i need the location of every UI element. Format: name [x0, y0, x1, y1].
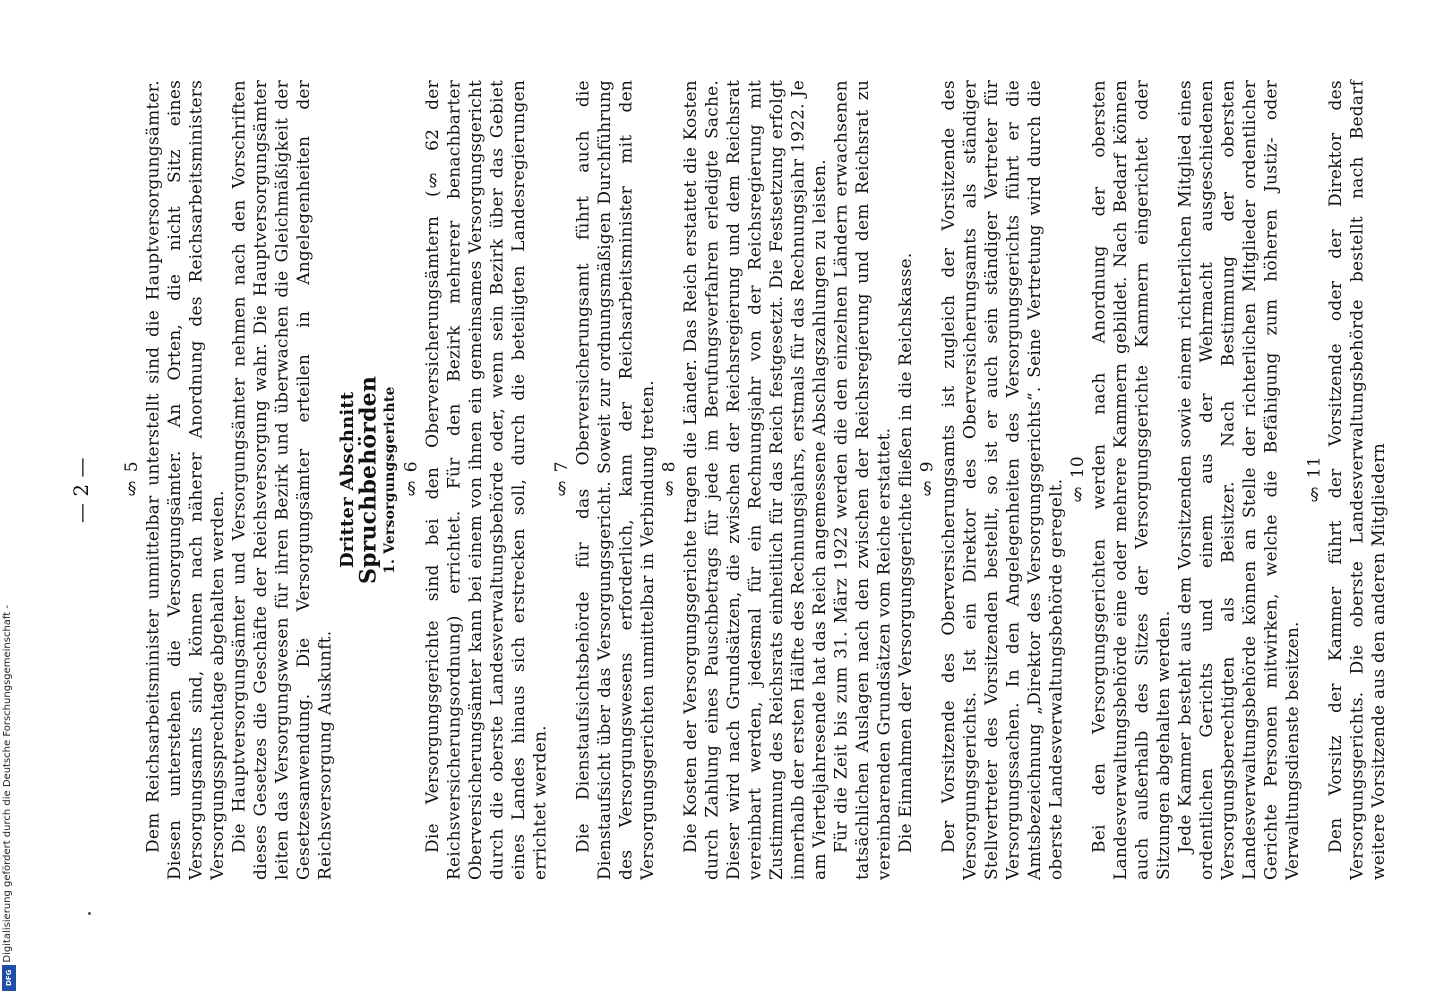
paragraph: Jede Kammer besteht aus dem Vorsitzenden sowie einem richterlichen Mitglied eines ordentlichen Gerichts und einem aus der Wehrmacht ausgeschiedenen Versorgungsberechtigten als Beisitzer. Nach Bestimmung der obersten Landesverwaltungsbehörde können an Stelle der richterlichen Mitglieder ordentlicher Gerichte Personen mitwirken, welche die Befähigung zum höheren Justiz- oder Verwaltungsdienste besitzen. — [1175, 80, 1303, 880]
part-heading: Dritter Abschnitt — [337, 391, 358, 569]
paragraph: Die Hauptversorgungsämter und Versorgungsämter nehmen nach den Vorschriften dieses Gesetzes die Geschäfte der Reichsversorgung wahr. Die Hauptversorgungsämter leiten das Versorgungswesen für ihren Bezirk und überwachen die Gleichmäßigkeit der Gesetzesanwendung. Die Versorgungsämter erteilen in Angelegenheiten der Reichsversorgung Auskunft. — [229, 80, 336, 880]
section-heading: § 10 — [1068, 456, 1088, 504]
subchapter-heading: 1. Versorgungsgerichte — [382, 386, 398, 574]
paragraph: Für die Zeit bis zum 31. März 1922 werden die den einzelnen Ländern erwachsenen tatsächlichen Auslagen nach den zwischen der Reichsregierung und dem Reichsrat zu vereinbarenden Grundsätzen vom Reiche erstattet. — [831, 80, 895, 880]
page-body — [122, 80, 1389, 880]
paragraph: Die Kosten der Versorgungsgerichte tragen die Länder. Das Reich erstattet die Kosten durch Zahlung eines Pauschbetrags für jede im Berufungsverfahren erledigte Sache. Dieser wird nach Grundsätzen, die zwischen der Reichsregierung und dem Reichsrat vereinbart werden, jedesmal für ein Rechnungsjahr von der Reichsregierung mit Zustimmung des Reichsrats einheitlich für das Reich festgesetzt. Die Festsetzung erfolgt innerhalb der ersten Hälfte des Rechnungsjahrs, erstmals für das Rechnungsjahr 1922. Je am Vierteljahresende hat das Reich angemessene Abschlagszahlungen zu leisten. — [681, 80, 830, 880]
paragraph: Die Dienstaufsichtsbehörde für das Oberversicherungsamt führt auch die Dienstaufsicht über das Versorgungsgericht. Soweit zur ordnungsmäßigen Durchführung des Versorgungswesens erforderlich, kann der Reichsarbeitsminister mit den Versorgungsgerichten unmittelbar in Verbindung treten. — [573, 80, 658, 880]
funding-note: Digitalisierung gefördert durch die Deutsche Forschungsgemeinschaft - — [2, 605, 13, 963]
paragraph: Den Vorsitz der Kammer führt der Vorsitzende oder der Direktor des Versorgungsgerichts. Die oberste Landesverwaltungsbehörde bestellt nach Bedarf weitere Vorsitzende aus den anderen Mitgliedern — [1326, 80, 1389, 880]
page-number: — 2 — — [69, 457, 93, 523]
paragraph: Dem Reichsarbeitsminister unmittelbar unterstellt sind die Hauptversorgungsämter. Diesen unterstehen die Versorgungsämter. An Orten, die nicht Sitz eines Versorgungsamts sind, können nach näherer Anordnung des Reichsarbeitsministers Versorgungssprechtage abgehalten werden. — [143, 80, 228, 880]
paragraph: Die Versorgungsgerichte sind bei den Oberversicherungsämtern (§ 62 der Reichsversicherungsordnung) errichtet. Für den Bezirk mehrerer benachbarter Oberversicherungsämter kann bei einem von ihnen ein gemeinsames Versorgungsgericht durch die oberste Landesverwaltungsbehörde oder, wenn sein Bezirk über das Gebiet eines Landes hinaus sich erstrecken soll, durch die beteiligten Landesregierungen errichtet werden. — [423, 80, 551, 880]
section-heading: § 11 — [1304, 456, 1325, 504]
scan-speck — [88, 912, 91, 915]
section-heading: § 8 — [659, 461, 680, 499]
section-heading: § 6 — [401, 461, 422, 499]
section-heading: § 7 — [552, 461, 572, 499]
paragraph: Der Vorsitzende des Oberversicherungsamts ist zugleich der Vorsitzende des Versorgungsgerichts. Ist ein Direktor des Oberversicherungsamts als ständiger Stellvertreter des Vorsitzenden bestellt, so ist er auch sein ständiger Vertreter für Versorgungssachen. In den Angelegenheiten des Versorgungsgerichts führt er die Amtsbezeichnung „Direktor des Versorgungsgerichts“. Seine Vertretung wird durch die oberste Landesverwaltungsbehörde geregelt. — [939, 80, 1067, 880]
dfg-logo-icon: DFG — [2, 965, 16, 991]
section-heading: § 5 — [122, 461, 142, 499]
chapter-heading: Spruchbehörden — [355, 375, 382, 585]
paragraph: Die Einnahmen der Versorgungsgerichte fließen in die Reichskasse. — [896, 252, 916, 853]
section-heading: § 9 — [917, 461, 938, 499]
paragraph: Bei den Versorgungsgerichten werden nach Anordnung der obersten Landesverwaltungsbehörde eine oder mehrere Kammern gebildet. Nach Bedarf können auch außerhalb des Sitzes der Versorgungsgerichte Kammern eingerichtet oder Sitzungen abgehalten werden. — [1089, 80, 1174, 880]
